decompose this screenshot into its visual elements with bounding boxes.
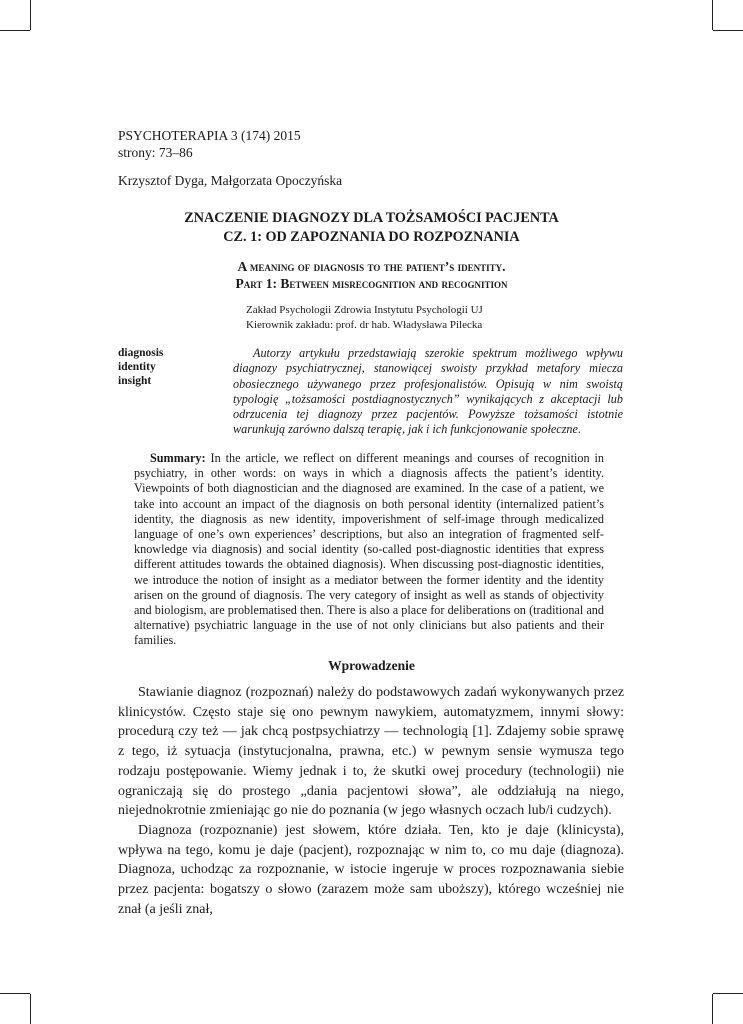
keyword: insight [118, 375, 152, 387]
keywords [118, 346, 163, 388]
crop-mark-top-right [712, 0, 713, 30]
crop-mark-bottom-right [712, 994, 713, 1024]
summary [134, 451, 604, 649]
summary-label: Summary: [150, 451, 206, 465]
affiliation-line1: Zakład Psychologii Zdrowia Instytutu Psychologii UJ [246, 304, 483, 316]
crop-mark-top-right-h [713, 30, 743, 31]
abstract-polish: Autorzy artykułu przedstawiają szerokie spektrum możliwego wpływu diagnozy psychiatrycznej, stanowiącej swoisty przykład metafory miecza obosiecznego używanego przez profesjonalistów. Opisują w nim swoistą typologię „tożsamości postdiagnostycznych” wynikających z akceptacji lub odrzucenia tej diagnozy przez pacjentów. Powyższe tożsamości istotnie warunkują zarówno dalszą terapię, jak i ich funkcjonowanie społeczne. [233, 346, 623, 437]
crop-mark-top-left [30, 0, 31, 30]
affiliation-line2: Kierownik zakładu: prof. dr hab. Władysława Pilecka [246, 318, 483, 331]
summary-text: In the article, we reflect on different meanings and courses of recognition in psychiatry, in other words: on ways in which a diagnosis affects the patient’s identity. Viewpoints of both diagnostician and the diagnosed are examined. In the case of a patient, we take into account an impact of the diagnosis on both personal identity (internalized patient’s identity, the diagnosis as new identity, impoverishment of self-image through medicalized language of one’s own experiences’ descriptions, but also an integration of fragmented self-knowledge via diagnosis) and social identity (so-called post-diagnostic identities that express different attitudes towards the obtained diagnosis). When discussing post-diagnostic identities, we introduce the notion of insight as a mediator between the former identity and the identity arisen on the ground of diagnosis. The very category of insight as well as stands of objectivity and biologism, are problematised then. There is also a place for deliberations on (traditional and alternative) psychiatric language in the use of not only clinicians but also patients and their families. [134, 451, 604, 648]
keyword: diagnosis [118, 347, 164, 359]
authors: Krzysztof Dyga, Małgorzata Opoczyńska [118, 173, 343, 188]
crop-mark-bottom-left [30, 994, 31, 1024]
affiliation [246, 303, 483, 332]
paragraph: Stawianie diagnoz (rozpoznań) należy do podstawowych zadań wykonywanych przez klinicystów. Często staje się ono pewnym nawykiem, automatyzmem, innymi słowy: procedurą czy też — jak chcą postpsychiatrzy — technologią [1]. Zdajemy sobie sprawę z tego, iż sytuacja (instytucjonalna, prawna, etc.) w pewnym sensie wymusza tego rodzaju postępowanie. Wiemy jednak i to, że skutki owej procedury (technologii) nie ograniczają się do prostego „dania pacjentowi słowa”, ale oddziałują na niego, niejednokrotnie zmieniając go nie do poznania (w jego własnych oczach lub/i cudzych). [118, 685, 624, 819]
body-text [118, 683, 624, 919]
keyword: identity [118, 361, 156, 373]
title-english-line2: Part 1: Between misrecognition and recognition [235, 276, 508, 291]
journal-header [118, 127, 301, 161]
crop-mark-bottom-right-h [713, 993, 743, 994]
journal-issue: PSYCHOTERAPIA 3 (174) 2015 [118, 128, 301, 143]
title-polish [100, 209, 643, 246]
crop-mark-top-left-h [0, 30, 30, 31]
section-title: Wprowadzenie [328, 658, 415, 673]
title-english [100, 258, 643, 292]
title-polish-line1: ZNACZENIE DIAGNOZY DLA TOŻSAMOŚCI PACJENTA [184, 210, 559, 226]
crop-mark-bottom-left-h [0, 993, 30, 994]
title-polish-line2: CZ. 1: OD ZAPOZNANIA DO ROZPOZNANIA [223, 228, 520, 245]
journal-pages: strony: 73–86 [118, 145, 193, 160]
paragraph: Diagnoza (rozpoznanie) jest słowem, które działa. Ten, kto je daje (klinicysta), wpływa na tego, komu je daje (pacjent), rozpoznając w nim to, co mu daje (diagnoza). Diagnoza, uchodząc za rozpoznanie, w istocie ingeruje w proces rozpoznawania siebie przez pacjenta: bogatszy o słowo (zarazem może sam uboższy), którego wcześniej nie znał (a jeśli znał, [118, 822, 624, 917]
title-english-line1: A meaning of diagnosis to the patient’s identity. [237, 259, 506, 274]
